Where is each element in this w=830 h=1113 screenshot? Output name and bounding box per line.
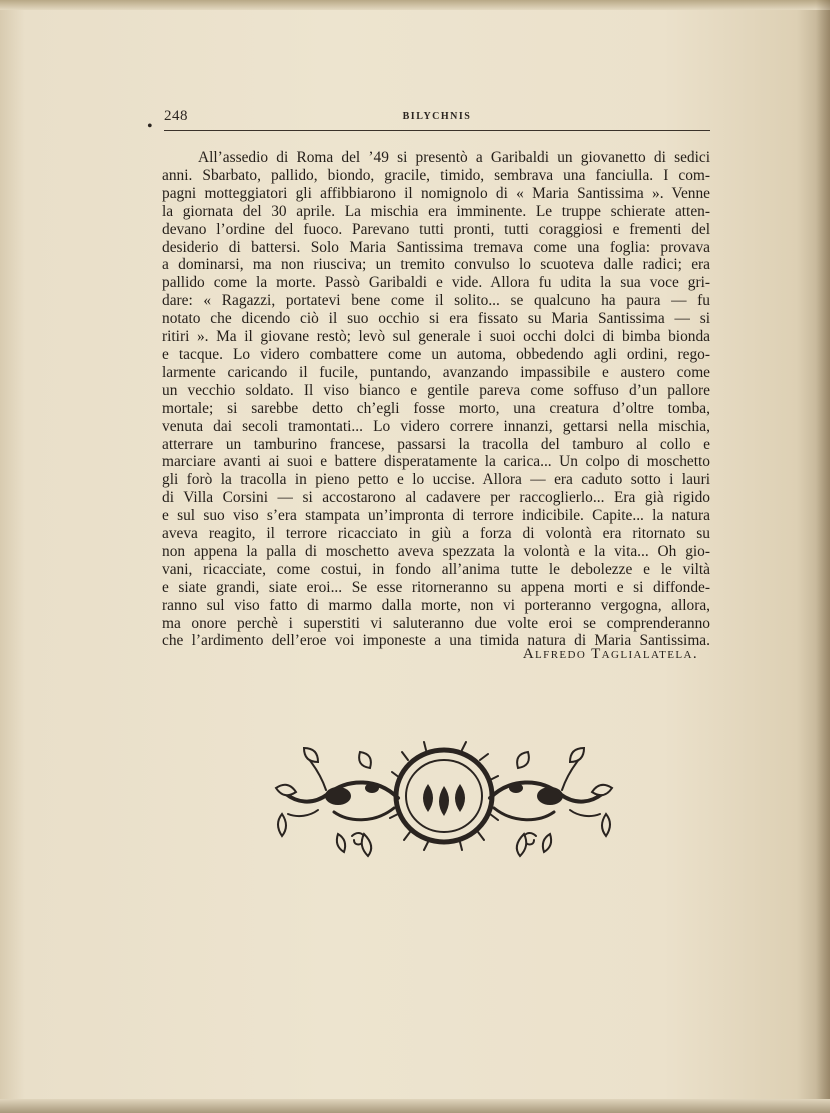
text-line: che l’ardimento dell’eroe voi imponeste a una timida natura di Maria Santissima. <box>162 632 710 650</box>
text-line: pallido come la morte. Passò Garibaldi e vide. Allora fu udita la sua voce gri- <box>162 274 710 292</box>
text-line: atterrare un tamburino francese, passarsi la tracolla del tamburo al collo e <box>162 435 710 453</box>
text-line: pagni motteggiatori gli affibbiarono il nomignolo di « Maria Santissima ». Venne <box>162 184 710 202</box>
floral-thorn-wreath-ornament-icon <box>268 738 620 864</box>
text-line: venuta dai secoli tramontati... Lo videro correre innanzi, gettarsi nella mischia, <box>162 417 710 435</box>
text-line: di Villa Corsini — si accostarono al cadavere per raccoglierlo... Era già rigido <box>162 489 710 507</box>
text-line: e siate grandi, siate eroi... Se esse ritorneranno su appena morti e si diffonde- <box>162 578 710 596</box>
page-bottom-edge <box>0 1099 830 1113</box>
text-line: aveva reagito, il terrore ricacciato in giù a forza di volontà era ritornato su <box>162 525 710 543</box>
text-line: anni. Sbarbato, pallido, biondo, gracile, timido, sembrava una fanciulla. I com- <box>162 166 710 184</box>
page-top-edge <box>0 0 830 10</box>
text-line: un vecchio soldato. Il viso bianco e gentile pareva come soffuso d’un pallore <box>162 381 710 399</box>
text-line: mortale; si sarebbe detto ch’egli fosse morto, una creatura d’oltre tomba, <box>162 399 710 417</box>
text-line: ma onore perchè i superstiti vi saluteranno due volte eroi se comprenderanno <box>162 614 710 632</box>
text-line: non appena la palla di moschetto aveva spezzata la volontà e la vita... Oh gio- <box>162 542 710 560</box>
text-line: notato che dicendo ciò il suo occhio si era fissato su Maria Santissima — si <box>162 310 710 328</box>
text-line: e tacque. Lo videro combattere come un automa, obbedendo agli ordini, rego- <box>162 345 710 363</box>
running-title: BILYCHNIS <box>402 111 472 122</box>
article-body <box>162 149 710 650</box>
text-line: devano l’ordine del fuoco. Parevano tutti pronti, tutti coraggiosi e frementi del <box>162 220 710 238</box>
text-line: a dominarsi, ma non riusciva; un tremito convulso lo scuoteva dalle radici; era <box>162 256 710 274</box>
text-line: larmente caricando il fucile, puntando, avanzando impassibile e austero come <box>162 363 710 381</box>
author-signature: Alfredo Taglialatela. <box>522 646 698 662</box>
text-line: desiderio di battersi. Solo Maria Santissima tremava come una foglia: provava <box>162 238 710 256</box>
text-line: gli forò la tracolla in pieno petto e lo uccise. Allora — era caduto sotto i lauri <box>162 471 710 489</box>
text-line: All’assedio di Roma del ’49 si presentò a Garibaldi un giovanetto di sedici <box>198 149 710 166</box>
page-gutter-shadow <box>816 0 830 1113</box>
text-line: ranno sul viso fatto di marmo dalla morte, non vi porteranno vergogna, allora, <box>162 596 710 614</box>
text-line: marciare avanti ai suoi e battere disperatamente la carica... Un colpo di moschetto <box>162 453 710 471</box>
text-line: la giornata del 30 aprile. La mischia era imminente. Le truppe schierate atten- <box>162 202 710 220</box>
text-line: dare: « Ragazzi, portatevi bene come il solito... se qualcuno ha paura — fu <box>162 292 710 310</box>
text-line: vani, ricacciate, come costui, in fondo all’anima tutte le debolezze e le viltà <box>162 560 710 578</box>
margin-mark: • <box>147 118 153 135</box>
page-number: 248 <box>164 108 188 124</box>
page-header <box>164 108 710 131</box>
text-line: ritiri ». Ma il giovane restò; levò sul generale i suoi occhi dolci di bimba bionda <box>162 328 710 346</box>
text-line: e sul suo viso s’era stampata un’impronta di terrore indicibile. Capite... la natura <box>162 507 710 525</box>
